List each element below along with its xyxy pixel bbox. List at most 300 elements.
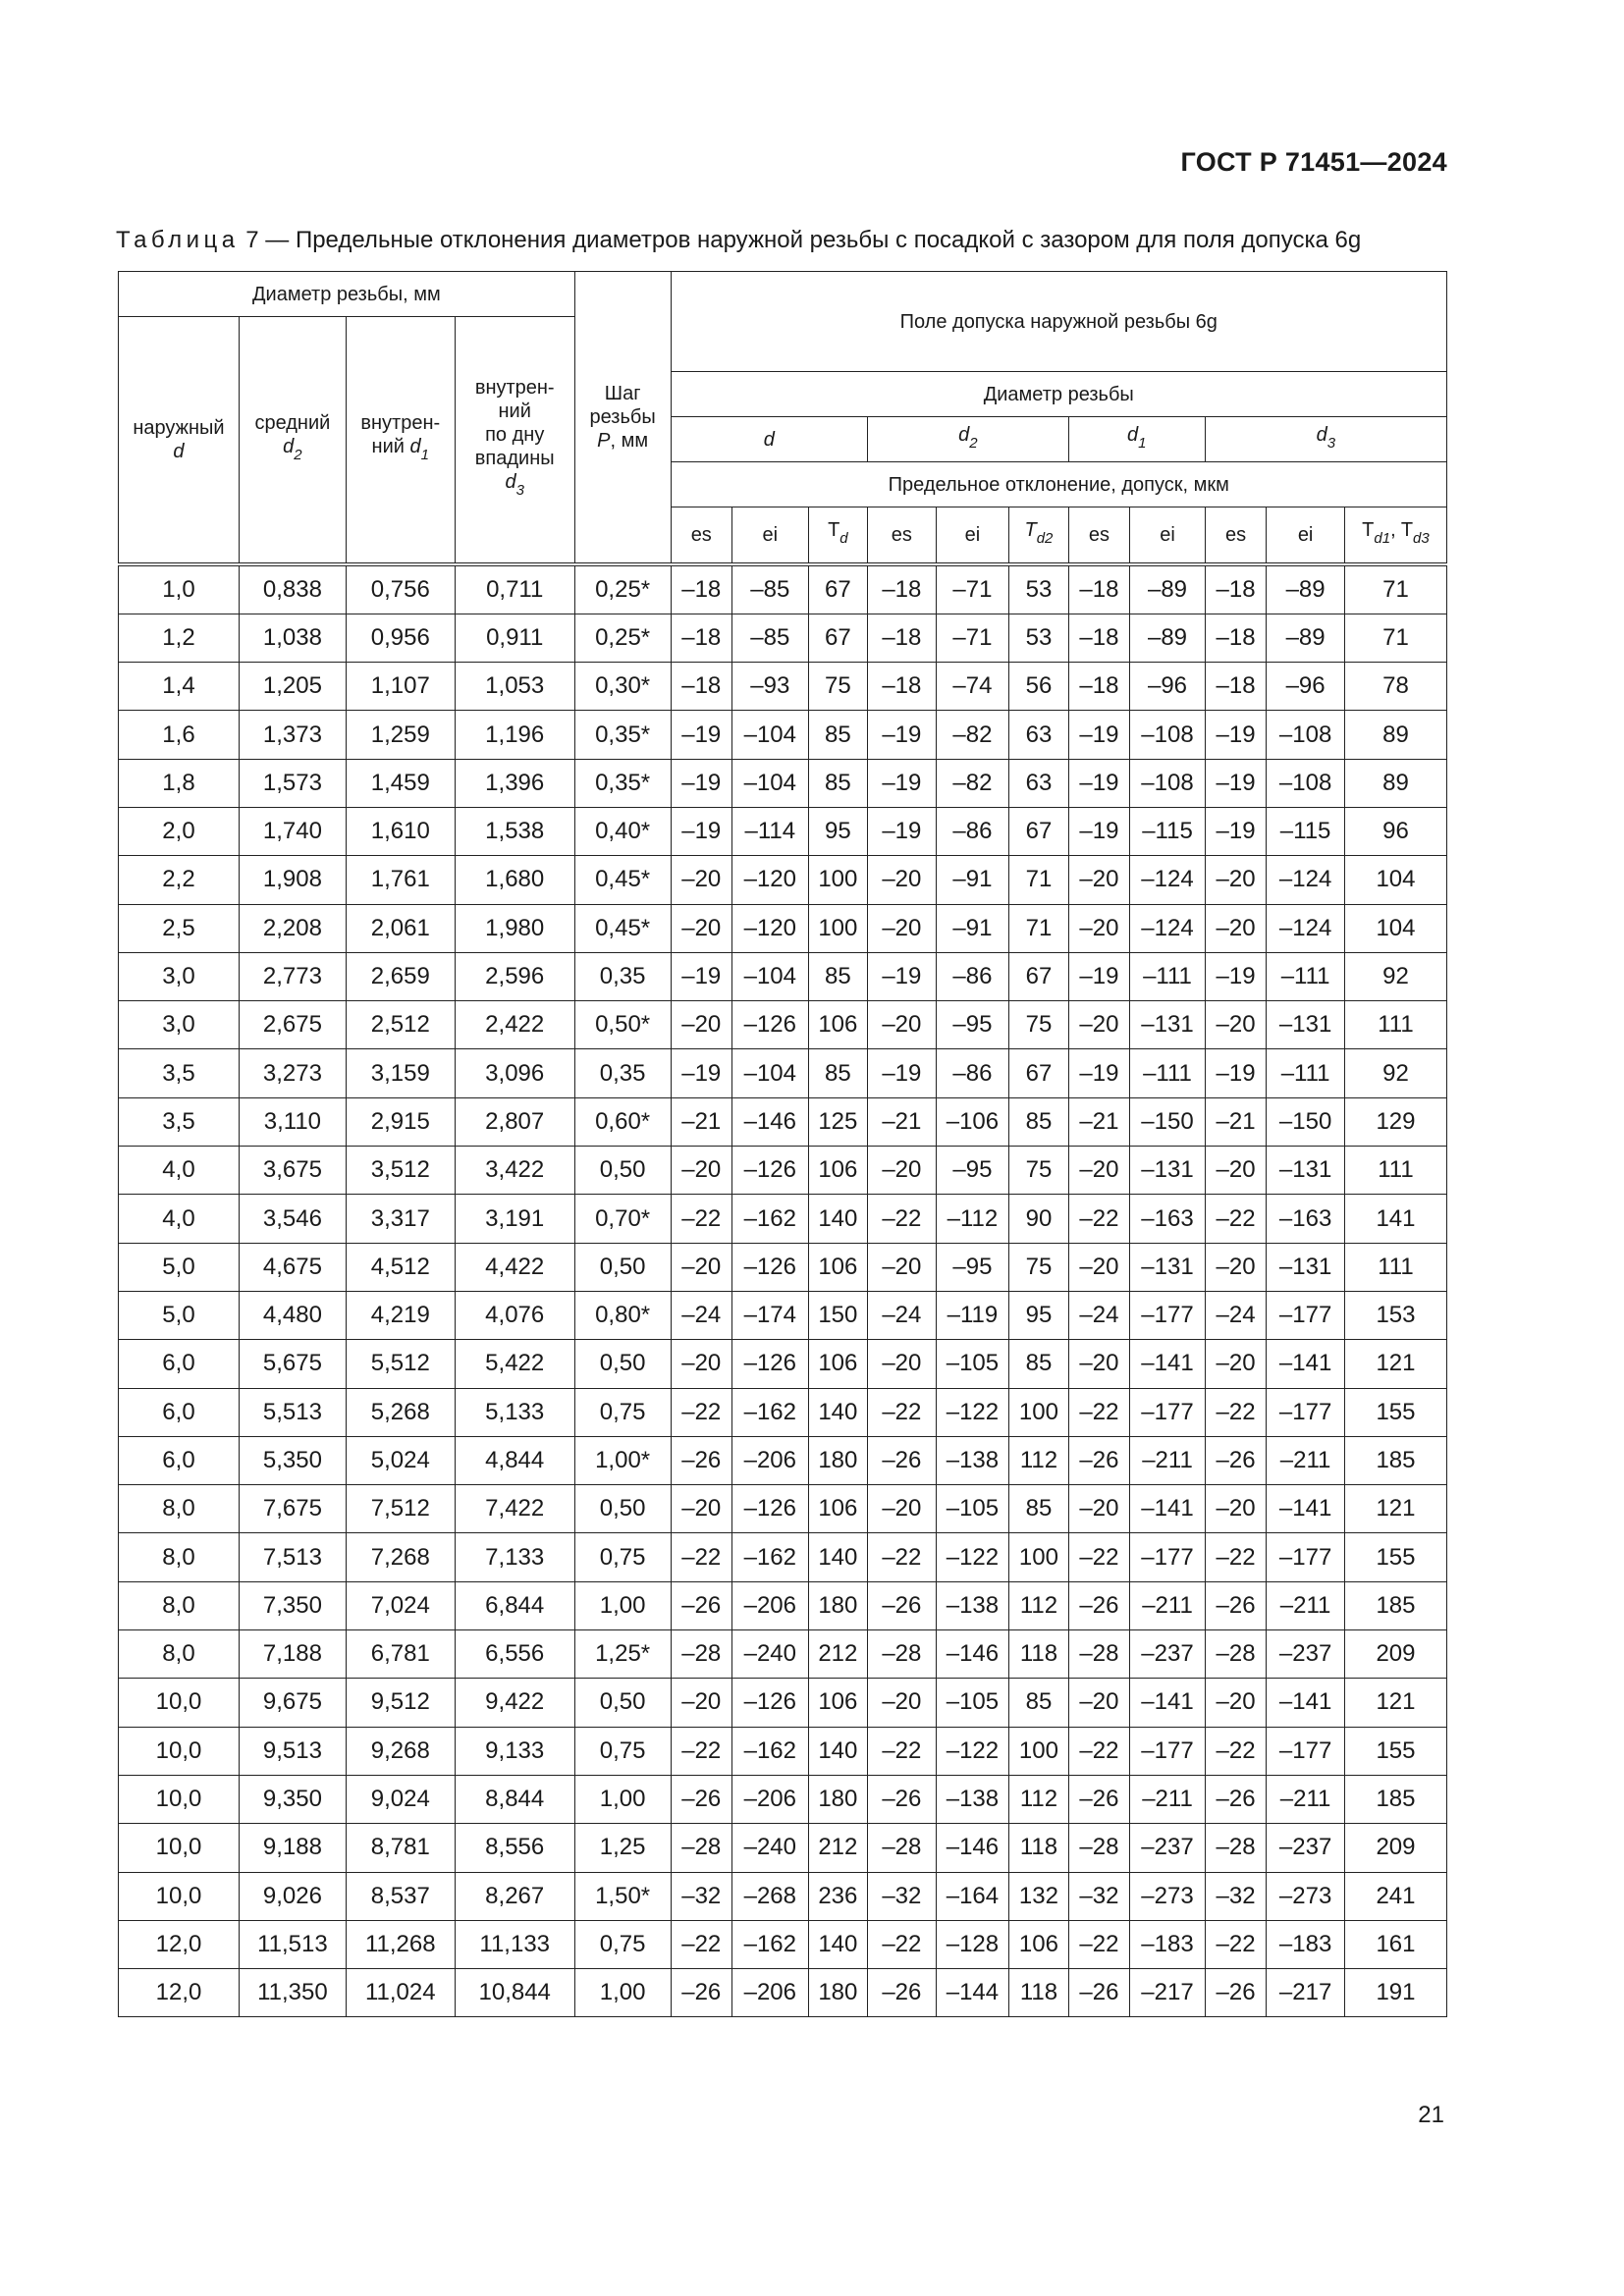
table-cell: –71 xyxy=(936,614,1009,662)
table-cell: 12,0 xyxy=(119,1920,240,1968)
table-cell: –122 xyxy=(936,1388,1009,1436)
table-cell: –126 xyxy=(732,1147,809,1195)
header-d2-ei: ei xyxy=(936,507,1009,564)
table-cell: –273 xyxy=(1267,1872,1345,1920)
table-cell: –18 xyxy=(868,564,937,614)
table-cell: –206 xyxy=(732,1581,809,1629)
table-cell: 209 xyxy=(1344,1824,1446,1872)
table-cell: –105 xyxy=(936,1340,1009,1388)
table-cell: –20 xyxy=(671,1243,732,1291)
table-cell: –19 xyxy=(1068,711,1130,759)
table-cell: 8,0 xyxy=(119,1533,240,1581)
table-cell: –18 xyxy=(671,614,732,662)
table-cell: –32 xyxy=(671,1872,732,1920)
table-cell: –146 xyxy=(732,1097,809,1146)
tolerance-table xyxy=(118,271,1447,2017)
table-cell: –162 xyxy=(732,1727,809,1775)
table-cell: 71 xyxy=(1344,564,1446,614)
table-cell: –20 xyxy=(1205,1679,1267,1727)
table-cell: –21 xyxy=(868,1097,937,1146)
table-row xyxy=(119,1872,1447,1920)
table-cell: 1,50* xyxy=(574,1872,671,1920)
table-cell: 90 xyxy=(1009,1195,1068,1243)
table-cell: 4,480 xyxy=(239,1291,346,1339)
table-cell: –19 xyxy=(671,1049,732,1097)
table-cell: 67 xyxy=(1009,1049,1068,1097)
table-cell: –19 xyxy=(1205,759,1267,807)
header-thread-diameter: Диаметр резьбы xyxy=(671,372,1447,417)
table-cell: 1,610 xyxy=(346,807,455,855)
table-cell: –20 xyxy=(671,856,732,904)
table-cell: –89 xyxy=(1267,614,1345,662)
table-row xyxy=(119,807,1447,855)
table-cell: 7,422 xyxy=(455,1485,574,1533)
table-cell: 0,45* xyxy=(574,904,671,952)
table-cell: –141 xyxy=(1130,1340,1206,1388)
table-cell: 0,75 xyxy=(574,1388,671,1436)
header-d3: $d_3$ xyxy=(1205,417,1446,462)
table-cell: –26 xyxy=(1068,1969,1130,2017)
table-cell: 4,512 xyxy=(346,1243,455,1291)
table-cell: 85 xyxy=(808,1049,867,1097)
table-cell: –24 xyxy=(868,1291,937,1339)
table-cell: 106 xyxy=(808,1001,867,1049)
table-cell: 2,675 xyxy=(239,1001,346,1049)
table-row xyxy=(119,614,1447,662)
table-cell: –126 xyxy=(732,1679,809,1727)
table-cell: 8,0 xyxy=(119,1485,240,1533)
table-cell: 1,908 xyxy=(239,856,346,904)
table-cell: –22 xyxy=(868,1920,937,1968)
table-cell: 0,75 xyxy=(574,1920,671,1968)
table-cell: 67 xyxy=(808,564,867,614)
table-cell: –89 xyxy=(1130,564,1206,614)
table-cell: –18 xyxy=(868,614,937,662)
table-cell: –114 xyxy=(732,807,809,855)
table-cell: –163 xyxy=(1267,1195,1345,1243)
table-cell: 53 xyxy=(1009,564,1068,614)
table-cell: –22 xyxy=(1205,1388,1267,1436)
table-cell: 5,422 xyxy=(455,1340,574,1388)
table-cell: 11,024 xyxy=(346,1969,455,2017)
table-cell: –177 xyxy=(1267,1727,1345,1775)
table-cell: –28 xyxy=(1205,1630,1267,1679)
table-cell: –19 xyxy=(868,952,937,1000)
table-cell: –19 xyxy=(868,807,937,855)
table-cell: –20 xyxy=(868,1243,937,1291)
table-cell: 6,781 xyxy=(346,1630,455,1679)
table-cell: 140 xyxy=(808,1195,867,1243)
table-cell: 85 xyxy=(808,952,867,1000)
table-cell: –206 xyxy=(732,1969,809,2017)
table-cell: 1,6 xyxy=(119,711,240,759)
table-cell: 4,219 xyxy=(346,1291,455,1339)
table-cell: 0,711 xyxy=(455,564,574,614)
table-cell: –20 xyxy=(1205,1001,1267,1049)
table-cell: –26 xyxy=(1068,1775,1130,1823)
table-cell: 185 xyxy=(1344,1436,1446,1484)
table-cell: 100 xyxy=(1009,1727,1068,1775)
table-row xyxy=(119,1243,1447,1291)
table-cell: –124 xyxy=(1267,904,1345,952)
table-cell: 112 xyxy=(1009,1581,1068,1629)
table-cell: 3,0 xyxy=(119,1001,240,1049)
table-row xyxy=(119,1630,1447,1679)
header-d2-es: es xyxy=(868,507,937,564)
table-row xyxy=(119,1388,1447,1436)
table-cell: 11,268 xyxy=(346,1920,455,1968)
table-cell: 3,675 xyxy=(239,1147,346,1195)
table-cell: –237 xyxy=(1130,1630,1206,1679)
document-code: ГОСТ Р 71451—2024 xyxy=(1180,147,1447,177)
table-cell: –18 xyxy=(1205,564,1267,614)
table-cell: –19 xyxy=(1068,952,1130,1000)
table-row xyxy=(119,1291,1447,1339)
table-cell: –211 xyxy=(1267,1436,1345,1484)
table-cell: 3,512 xyxy=(346,1147,455,1195)
table-cell: –22 xyxy=(671,1195,732,1243)
table-caption xyxy=(116,227,1361,254)
table-cell: –18 xyxy=(1068,564,1130,614)
table-cell: –20 xyxy=(868,856,937,904)
table-cell: 75 xyxy=(1009,1147,1068,1195)
table-cell: 191 xyxy=(1344,1969,1446,2017)
table-cell: 12,0 xyxy=(119,1969,240,2017)
table-cell: 0,75 xyxy=(574,1533,671,1581)
table-cell: –237 xyxy=(1130,1824,1206,1872)
table-cell: –20 xyxy=(1068,904,1130,952)
table-cell: 0,25* xyxy=(574,564,671,614)
table-cell: 1,00* xyxy=(574,1436,671,1484)
table-cell: –86 xyxy=(936,1049,1009,1097)
table-cell: –18 xyxy=(1205,663,1267,711)
table-cell: 1,680 xyxy=(455,856,574,904)
table-cell: 111 xyxy=(1344,1243,1446,1291)
table-cell: –19 xyxy=(868,759,937,807)
table-cell: 4,675 xyxy=(239,1243,346,1291)
table-cell: –19 xyxy=(671,759,732,807)
table-cell: –20 xyxy=(1205,1340,1267,1388)
table-row xyxy=(119,759,1447,807)
table-cell: 6,0 xyxy=(119,1340,240,1388)
table-cell: –177 xyxy=(1267,1388,1345,1436)
table-cell: –124 xyxy=(1130,904,1206,952)
table-cell: 9,350 xyxy=(239,1775,346,1823)
table-cell: 75 xyxy=(808,663,867,711)
table-cell: 5,513 xyxy=(239,1388,346,1436)
table-cell: –86 xyxy=(936,952,1009,1000)
table-cell: 161 xyxy=(1344,1920,1446,1968)
table-cell: 8,781 xyxy=(346,1824,455,1872)
table-cell: –126 xyxy=(732,1485,809,1533)
table-cell: –211 xyxy=(1267,1581,1345,1629)
table-row xyxy=(119,1049,1447,1097)
table-header xyxy=(119,272,1447,564)
table-cell: –22 xyxy=(1205,1727,1267,1775)
table-cell: –20 xyxy=(671,1001,732,1049)
header-inner-root-diameter: внутрен- ний по дну впадины $d_3$ xyxy=(455,317,574,564)
table-cell: 2,915 xyxy=(346,1097,455,1146)
table-cell: 106 xyxy=(808,1243,867,1291)
table-cell: 1,00 xyxy=(574,1775,671,1823)
table-row xyxy=(119,1097,1447,1146)
table-cell: 95 xyxy=(808,807,867,855)
table-cell: –26 xyxy=(671,1775,732,1823)
table-cell: 9,675 xyxy=(239,1679,346,1727)
table-cell: –174 xyxy=(732,1291,809,1339)
table-cell: –22 xyxy=(1068,1533,1130,1581)
table-cell: 78 xyxy=(1344,663,1446,711)
table-cell: –19 xyxy=(1205,807,1267,855)
header-middle-diameter: средний $d_2$ xyxy=(239,317,346,564)
table-row xyxy=(119,1485,1447,1533)
table-cell: –18 xyxy=(1068,614,1130,662)
table-cell: –237 xyxy=(1267,1630,1345,1679)
table-cell: –20 xyxy=(1068,1001,1130,1049)
table-row xyxy=(119,952,1447,1000)
table-cell: 2,807 xyxy=(455,1097,574,1146)
table-cell: 0,25* xyxy=(574,614,671,662)
table-cell: 100 xyxy=(808,856,867,904)
table-cell: 1,538 xyxy=(455,807,574,855)
table-cell: 1,205 xyxy=(239,663,346,711)
table-cell: –141 xyxy=(1130,1679,1206,1727)
table-cell: 0,75 xyxy=(574,1727,671,1775)
table-cell: 75 xyxy=(1009,1001,1068,1049)
table-cell: –177 xyxy=(1130,1727,1206,1775)
table-cell: 2,2 xyxy=(119,856,240,904)
table-cell: –126 xyxy=(732,1340,809,1388)
table-cell: 185 xyxy=(1344,1775,1446,1823)
table-cell: –74 xyxy=(936,663,1009,711)
table-cell: 85 xyxy=(1009,1485,1068,1533)
table-cell: 9,513 xyxy=(239,1727,346,1775)
header-d: d xyxy=(671,417,868,462)
table-cell: –89 xyxy=(1130,614,1206,662)
table-cell: –20 xyxy=(671,1679,732,1727)
table-cell: 2,422 xyxy=(455,1001,574,1049)
table-cell: 140 xyxy=(808,1920,867,1968)
table-cell: 63 xyxy=(1009,711,1068,759)
table-cell: –20 xyxy=(1205,1485,1267,1533)
table-cell: –115 xyxy=(1267,807,1345,855)
table-cell: –20 xyxy=(1068,1679,1130,1727)
table-cell: –108 xyxy=(1130,711,1206,759)
table-row xyxy=(119,1824,1447,1872)
table-cell: 1,980 xyxy=(455,904,574,952)
table-cell: 67 xyxy=(1009,807,1068,855)
table-cell: 2,773 xyxy=(239,952,346,1000)
table-cell: –19 xyxy=(1068,759,1130,807)
table-cell: 9,026 xyxy=(239,1872,346,1920)
table-cell: 11,513 xyxy=(239,1920,346,1968)
table-cell: –22 xyxy=(671,1727,732,1775)
caption-prefix: Таблица xyxy=(116,227,240,253)
table-cell: –95 xyxy=(936,1243,1009,1291)
table-cell: 9,024 xyxy=(346,1775,455,1823)
table-cell: –128 xyxy=(936,1920,1009,1968)
table-row xyxy=(119,711,1447,759)
table-cell: 4,0 xyxy=(119,1147,240,1195)
table-cell: 89 xyxy=(1344,759,1446,807)
table-cell: –211 xyxy=(1130,1436,1206,1484)
table-cell: –22 xyxy=(1068,1920,1130,1968)
table-cell: 5,512 xyxy=(346,1340,455,1388)
table-cell: –20 xyxy=(671,1147,732,1195)
table-cell: –28 xyxy=(1068,1824,1130,1872)
table-cell: 1,196 xyxy=(455,711,574,759)
table-cell: 96 xyxy=(1344,807,1446,855)
table-cell: 3,0 xyxy=(119,952,240,1000)
header-d1-ei: ei xyxy=(1130,507,1206,564)
table-cell: –18 xyxy=(1068,663,1130,711)
table-cell: –20 xyxy=(868,904,937,952)
table-cell: –111 xyxy=(1130,1049,1206,1097)
table-cell: –19 xyxy=(1205,952,1267,1000)
table-cell: 10,0 xyxy=(119,1872,240,1920)
table-cell: 6,556 xyxy=(455,1630,574,1679)
table-cell: 118 xyxy=(1009,1824,1068,1872)
table-cell: 7,268 xyxy=(346,1533,455,1581)
table-cell: –26 xyxy=(868,1969,937,2017)
table-cell: 150 xyxy=(808,1291,867,1339)
table-cell: 132 xyxy=(1009,1872,1068,1920)
table-cell: 5,0 xyxy=(119,1243,240,1291)
table-cell: –206 xyxy=(732,1436,809,1484)
table-cell: 153 xyxy=(1344,1291,1446,1339)
table-cell: –20 xyxy=(1205,1147,1267,1195)
table-cell: –162 xyxy=(732,1195,809,1243)
table-cell: 155 xyxy=(1344,1727,1446,1775)
table-cell: 8,0 xyxy=(119,1630,240,1679)
table-cell: 11,133 xyxy=(455,1920,574,1968)
table-cell: –111 xyxy=(1130,952,1206,1000)
header-d1-es: es xyxy=(1068,507,1130,564)
table-cell: –22 xyxy=(1068,1727,1130,1775)
table-cell: 111 xyxy=(1344,1147,1446,1195)
table-cell: 1,396 xyxy=(455,759,574,807)
table-cell: –26 xyxy=(1205,1775,1267,1823)
table-cell: –20 xyxy=(1205,856,1267,904)
table-cell: 85 xyxy=(1009,1679,1068,1727)
table-cell: –131 xyxy=(1267,1243,1345,1291)
table-cell: –86 xyxy=(936,807,1009,855)
table-cell: 129 xyxy=(1344,1097,1446,1146)
table-cell: 1,459 xyxy=(346,759,455,807)
table-row xyxy=(119,1436,1447,1484)
table-cell: 4,0 xyxy=(119,1195,240,1243)
table-cell: –115 xyxy=(1130,807,1206,855)
table-cell: –105 xyxy=(936,1485,1009,1533)
table-cell: –177 xyxy=(1130,1533,1206,1581)
table-cell: –32 xyxy=(1205,1872,1267,1920)
table-cell: 71 xyxy=(1344,614,1446,662)
header-pitch: Шаг резьбы P, мм xyxy=(574,272,671,564)
table-cell: –26 xyxy=(1205,1581,1267,1629)
table-cell: –22 xyxy=(1205,1533,1267,1581)
table-cell: 0,50* xyxy=(574,1001,671,1049)
table-cell: 6,844 xyxy=(455,1581,574,1629)
table-cell: 1,25 xyxy=(574,1824,671,1872)
table-cell: 7,513 xyxy=(239,1533,346,1581)
table-cell: –104 xyxy=(732,759,809,807)
table-cell: –268 xyxy=(732,1872,809,1920)
table-cell: –111 xyxy=(1267,952,1345,1000)
table-cell: 92 xyxy=(1344,952,1446,1000)
table-cell: –21 xyxy=(1068,1097,1130,1146)
table-row xyxy=(119,1775,1447,1823)
table-cell: 100 xyxy=(1009,1388,1068,1436)
table-row xyxy=(119,1679,1447,1727)
table-cell: –141 xyxy=(1267,1340,1345,1388)
table-cell: –24 xyxy=(671,1291,732,1339)
table-cell: –150 xyxy=(1267,1097,1345,1146)
table-cell: 1,740 xyxy=(239,807,346,855)
table-row xyxy=(119,1969,1447,2017)
table-cell: 3,5 xyxy=(119,1049,240,1097)
table-cell: 212 xyxy=(808,1824,867,1872)
table-cell: 71 xyxy=(1009,904,1068,952)
header-inner-diameter: внутрен- ний $d_1$ xyxy=(346,317,455,564)
table-cell: 85 xyxy=(1009,1340,1068,1388)
table-cell: –82 xyxy=(936,759,1009,807)
table-cell: –163 xyxy=(1130,1195,1206,1243)
table-cell: –146 xyxy=(936,1630,1009,1679)
table-cell: –19 xyxy=(1205,1049,1267,1097)
table-cell: –32 xyxy=(868,1872,937,1920)
table-cell: 7,024 xyxy=(346,1581,455,1629)
table-cell: –146 xyxy=(936,1824,1009,1872)
table-cell: –106 xyxy=(936,1097,1009,1146)
table-cell: 106 xyxy=(808,1147,867,1195)
table-cell: –206 xyxy=(732,1775,809,1823)
table-cell: 106 xyxy=(1009,1920,1068,1968)
table-cell: –237 xyxy=(1267,1824,1345,1872)
table-cell: 121 xyxy=(1344,1679,1446,1727)
table-body xyxy=(119,564,1447,2017)
table-cell: 0,35* xyxy=(574,759,671,807)
table-row xyxy=(119,1147,1447,1195)
table-cell: 3,159 xyxy=(346,1049,455,1097)
table-cell: 3,317 xyxy=(346,1195,455,1243)
table-cell: 0,35 xyxy=(574,952,671,1000)
table-cell: –82 xyxy=(936,711,1009,759)
table-cell: –18 xyxy=(671,663,732,711)
table-cell: 10,0 xyxy=(119,1824,240,1872)
table-cell: 0,50 xyxy=(574,1679,671,1727)
table-cell: –20 xyxy=(1068,1485,1130,1533)
table-cell: 1,0 xyxy=(119,564,240,614)
table-cell: 85 xyxy=(1009,1097,1068,1146)
table-cell: –150 xyxy=(1130,1097,1206,1146)
table-cell: –108 xyxy=(1267,711,1345,759)
table-cell: 10,0 xyxy=(119,1679,240,1727)
table-cell: –112 xyxy=(936,1195,1009,1243)
table-cell: 209 xyxy=(1344,1630,1446,1679)
header-Td2: $T_{d2}$ xyxy=(1009,507,1068,564)
table-cell: 7,188 xyxy=(239,1630,346,1679)
table-cell: 2,061 xyxy=(346,904,455,952)
table-cell: –28 xyxy=(868,1824,937,1872)
table-cell: 0,50 xyxy=(574,1485,671,1533)
table-cell: –89 xyxy=(1267,564,1345,614)
table-cell: 141 xyxy=(1344,1195,1446,1243)
table-cell: –26 xyxy=(671,1969,732,2017)
table-cell: 111 xyxy=(1344,1001,1446,1049)
table-cell: –177 xyxy=(1267,1291,1345,1339)
table-cell: 112 xyxy=(1009,1436,1068,1484)
table-cell: 5,133 xyxy=(455,1388,574,1436)
